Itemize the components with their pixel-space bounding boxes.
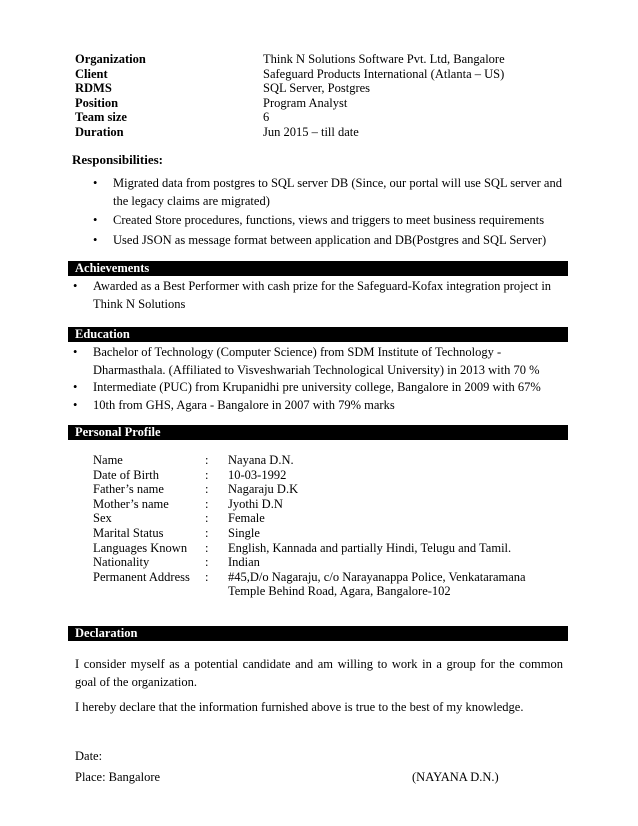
profile-row [93,541,563,556]
project-value: Safeguard Products International (Atlanta – US) [263,66,505,81]
project-value: SQL Server, Postgres [263,81,371,96]
list-item: • Used JSON as message format between application and DB(Postgres and SQL Server) [113,232,563,250]
profile-separator: : [205,525,209,540]
education-list [93,344,558,414]
responsibilities-list [113,175,563,251]
profile-row [93,555,563,570]
profile-key: Nationality [93,555,150,570]
profile-row [93,526,563,541]
declaration-heading: Declaration [68,626,568,641]
profile-value: Single [228,525,260,540]
project-key: Client [75,66,108,81]
project-key: RDMS [75,81,112,96]
date-label: Date: [75,749,103,763]
profile-row [93,468,563,483]
profile-key: Sex [93,511,112,526]
profile-key: Date of Birth [93,467,159,482]
profile-value: Nayana D.N. [228,453,294,467]
project-value: Think N Solutions Software Pvt. Ltd, Bangalore [263,52,505,66]
list-item: • 10th from GHS, Agara - Bangalore in 2007 with 79% marks [93,397,558,415]
profile-key: Name [93,453,123,467]
profile-key: Marital Status [93,525,164,540]
signature-name: (NAYANA D.N.) [412,770,499,784]
project-value: 6 [263,110,270,125]
profile-separator: : [205,540,209,555]
responsibilities-title: Responsibilities: [72,152,164,167]
profile-key: Permanent Address [93,569,190,584]
profile-separator: : [205,467,209,482]
profile-separator: : [205,453,209,467]
project-key: Duration [75,124,124,139]
project-row [75,52,575,67]
list-item: • Created Store procedures, functions, views and triggers to meet business requirements [113,212,563,230]
project-value: Jun 2015 – till date [263,124,359,139]
list-item: • Bachelor of Technology (Computer Science) from SDM Institute of Technology - Dharmasthala. (Affiliated to Visveshwariah Technological University) in 2013 with 70 % [93,344,558,379]
profile-row [93,511,563,526]
project-row [75,81,575,96]
profile-row [93,482,563,497]
list-item: • Awarded as a Best Performer with cash prize for the Safeguard-Kofax integration project in Think N Solutions [93,278,558,313]
profile-row [93,453,563,468]
profile-value: Jyothi D.N [228,496,283,511]
list-item: • Migrated data from postgres to SQL server DB (Since, our portal will use SQL server and the legacy claims are migrated) [113,175,563,210]
declaration-statement: I hereby declare that the information furnished above is true to the best of my knowledge. [75,700,524,714]
profile-key: Father’s name [93,482,164,497]
profile-separator: : [205,511,209,526]
achievements-heading: Achievements [68,261,568,276]
profile-value: #45,D/o Nagaraju, c/o Narayanappa Police, Venkataramana Temple Behind Road, Agara, Bangalore-102 [228,569,526,599]
project-row [75,125,575,140]
profile-row [93,497,563,512]
profile-value: Nagaraju D.K [228,482,299,497]
profile-value: Indian [228,555,260,570]
project-row [75,110,575,125]
profile-separator: : [205,569,209,584]
project-key: Organization [75,52,146,66]
profile-row [93,570,563,599]
profile-separator: : [205,482,209,497]
project-key: Position [75,95,119,110]
profile-separator: : [205,496,209,511]
place-label: Place: Bangalore [75,770,161,784]
declaration-paragraph: I consider myself as a potential candidate and am willing to work in a group for the common goal of the organization. [75,657,563,689]
profile-value: English, Kannada and partially Hindi, Telugu and Tamil. [228,540,512,555]
profile-key: Languages Known [93,540,188,555]
project-row [75,96,575,111]
profile-value: Female [228,511,265,526]
profile-separator: : [205,555,209,570]
project-details [75,52,575,140]
project-row [75,67,575,82]
profile-value: 10-03-1992 [228,467,287,482]
personal-profile-table [93,453,563,599]
list-item: • Intermediate (PUC) from Krupanidhi pre university college, Bangalore in 2009 with 67% [93,379,558,397]
education-heading: Education [68,327,568,342]
personal-profile-heading: Personal Profile [68,425,568,440]
profile-key: Mother’s name [93,496,169,511]
project-value: Program Analyst [263,95,348,110]
project-key: Team size [75,110,127,125]
achievements-list [93,278,558,313]
